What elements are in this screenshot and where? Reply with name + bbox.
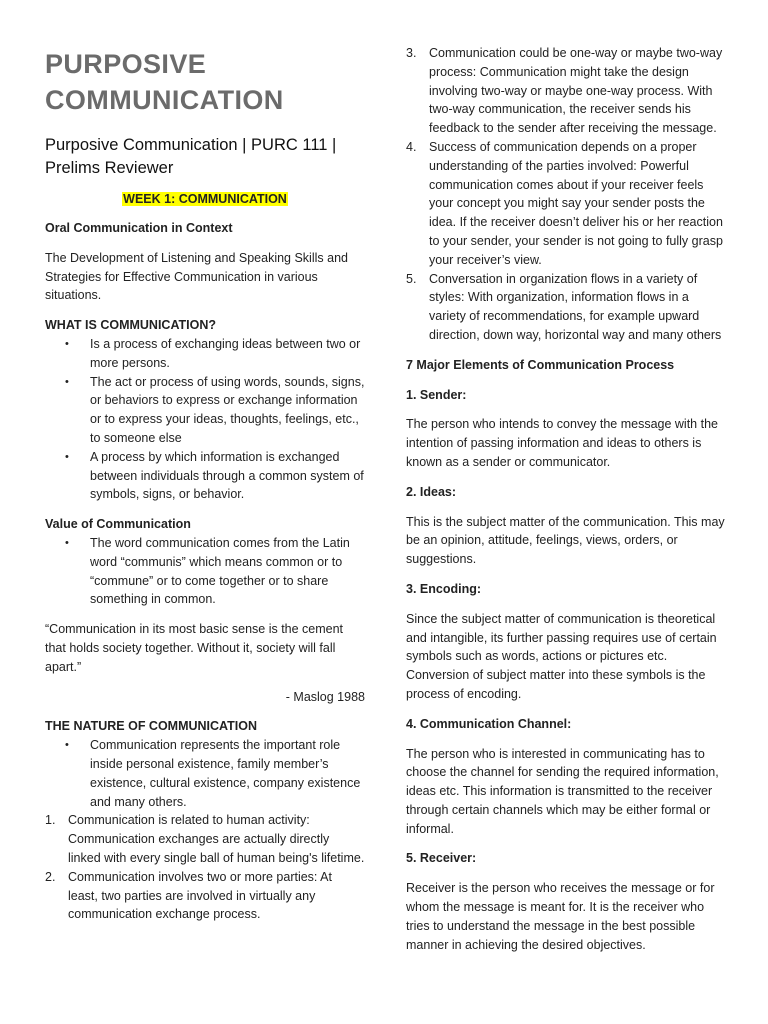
list-item	[45, 373, 365, 448]
section-text-channel: The person who is interested in communicating has to choose the channel for sending the required information, ideas etc. This information is transmitted to the receiver through certain channels which may be either formal or informal.	[406, 746, 719, 836]
bullet-icon: •	[65, 337, 69, 350]
nature-numbered-list	[45, 811, 365, 924]
document-subtitle	[45, 134, 365, 180]
numbered-item-text: Communication is related to human activity: Communication exchanges are actually directly linked with every single ball of human being's lifetime.	[68, 813, 365, 865]
week-highlight: WEEK 1: COMMUNICATION	[123, 192, 287, 206]
numbered-item	[45, 868, 365, 924]
bullet-icon: •	[65, 536, 69, 549]
list-item	[45, 335, 365, 373]
list-item-text: The act or process of using words, sounds, signs, or behaviors to express or exchange information or to express your ideas, thoughts, feelings, etc., to someone else	[90, 374, 365, 445]
nature-numbered-list-continued	[406, 44, 726, 345]
section-text-encoding: Since the subject matter of communication is theoretical and intangible, its further passing requires use of certain symbols such as words, actions or pictures etc. Conversion of subject matter into these symbols is the process of encoding.	[406, 611, 717, 701]
list-item	[45, 534, 365, 609]
numbered-item-text: Communication involves two or more parties: At least, two parties are involved in virtually any communication exchange process.	[68, 869, 332, 922]
section-heading-encoding: 3. Encoding:	[406, 581, 481, 596]
section-heading-channel: 4. Communication Channel:	[406, 716, 572, 731]
section-text-receiver: Receiver is the person who receives the message or for whom the message is meant for. It is the receiver who tries to understand the message in the best possible manner in achieving the desired objectives.	[406, 881, 715, 952]
item-number: 4.	[406, 139, 417, 154]
nature-bullet-list	[45, 736, 365, 811]
list-item-text: Communication represents the important role inside personal existence, family member’s existence, cultural existence, company existence and many others.	[90, 738, 361, 809]
left-column	[45, 46, 365, 924]
list-item-text: Is a process of exchanging ideas between two or more persons.	[90, 336, 361, 370]
section-text-sender: The person who intends to convey the message with the intention of passing information and ideas to others is known as a sender or communicator.	[406, 417, 718, 469]
item-number: 3.	[406, 46, 417, 60]
numbered-item-text: Success of communication depends on a proper understanding of the parties involved: Powerful communication comes about if your receiver feels your concept you might say your sender posts the idea. If the receiver doesn’t deliver his or her reaction to your sender, your sender is not going to fully grasp your receiver’s view.	[429, 139, 723, 267]
section-heading-receiver: 5. Receiver:	[406, 851, 477, 866]
week-heading	[45, 190, 365, 208]
oral-heading: Oral Communication in Context	[45, 221, 233, 235]
numbered-item	[406, 138, 726, 270]
what-is-list	[45, 335, 365, 504]
bullet-icon: •	[65, 739, 69, 752]
numbered-item	[406, 270, 726, 345]
numbered-item	[406, 44, 726, 138]
list-item-text: The word communication comes from the Latin word “communis” which means common or to “commune” or to come together or to share something in common.	[90, 535, 350, 607]
title-line-2: COMMUNICATION	[45, 85, 284, 115]
list-item-text: A process by which information is exchanged between individuals through a common system of symbols, signs, or behavior.	[90, 449, 364, 502]
nature-heading: THE NATURE OF COMMUNICATION	[45, 719, 258, 734]
title-line-1: PURPOSIVE	[45, 49, 207, 79]
elements-heading: 7 Major Elements of Communication Process	[406, 357, 675, 372]
numbered-item-text: Conversation in organization flows in a variety of styles: With organization, information flows in a variety of recommendations, for example upward direction, down way, horizontal way and many others	[429, 271, 722, 342]
section-heading-sender: 1. Sender:	[406, 387, 467, 402]
item-number: 5.	[406, 271, 417, 286]
bullet-icon: •	[65, 450, 69, 463]
document-title	[45, 46, 365, 118]
what-is-heading: WHAT IS COMMUNICATION?	[45, 318, 217, 333]
list-item	[45, 736, 365, 811]
oral-paragraph: The Development of Listening and Speaking Skills and Strategies for Effective Communication in various situations.	[45, 250, 348, 303]
numbered-item	[45, 811, 365, 867]
subtitle-line-2: Prelims Reviewer	[45, 159, 174, 177]
list-item	[45, 448, 365, 504]
section-heading-ideas: 2. Ideas:	[406, 484, 457, 499]
subtitle-line-1: Purposive Communication | PURC 111 |	[45, 136, 337, 154]
bullet-icon: •	[65, 375, 69, 388]
item-number: 2.	[45, 869, 56, 884]
quote-author: - Maslog 1988	[285, 689, 365, 704]
quote-text: “Communication in its most basic sense is the cement that holds society together. Without it, society will fall apart.”	[45, 622, 344, 674]
numbered-item-text: Communication could be one-way or maybe two-way process: Communication might take the design involving two-way or maybe one-way process. With two-way communication, the receiver sends his feedback to the sender after receiving the message.	[429, 46, 723, 136]
value-heading: Value of Communication	[45, 517, 191, 532]
section-text-ideas: This is the subject matter of the communication. This may be an opinion, attitude, feelings, views, orders, or suggestions.	[406, 514, 725, 567]
right-column	[406, 44, 726, 954]
item-number: 1.	[45, 813, 56, 828]
value-list	[45, 534, 365, 609]
